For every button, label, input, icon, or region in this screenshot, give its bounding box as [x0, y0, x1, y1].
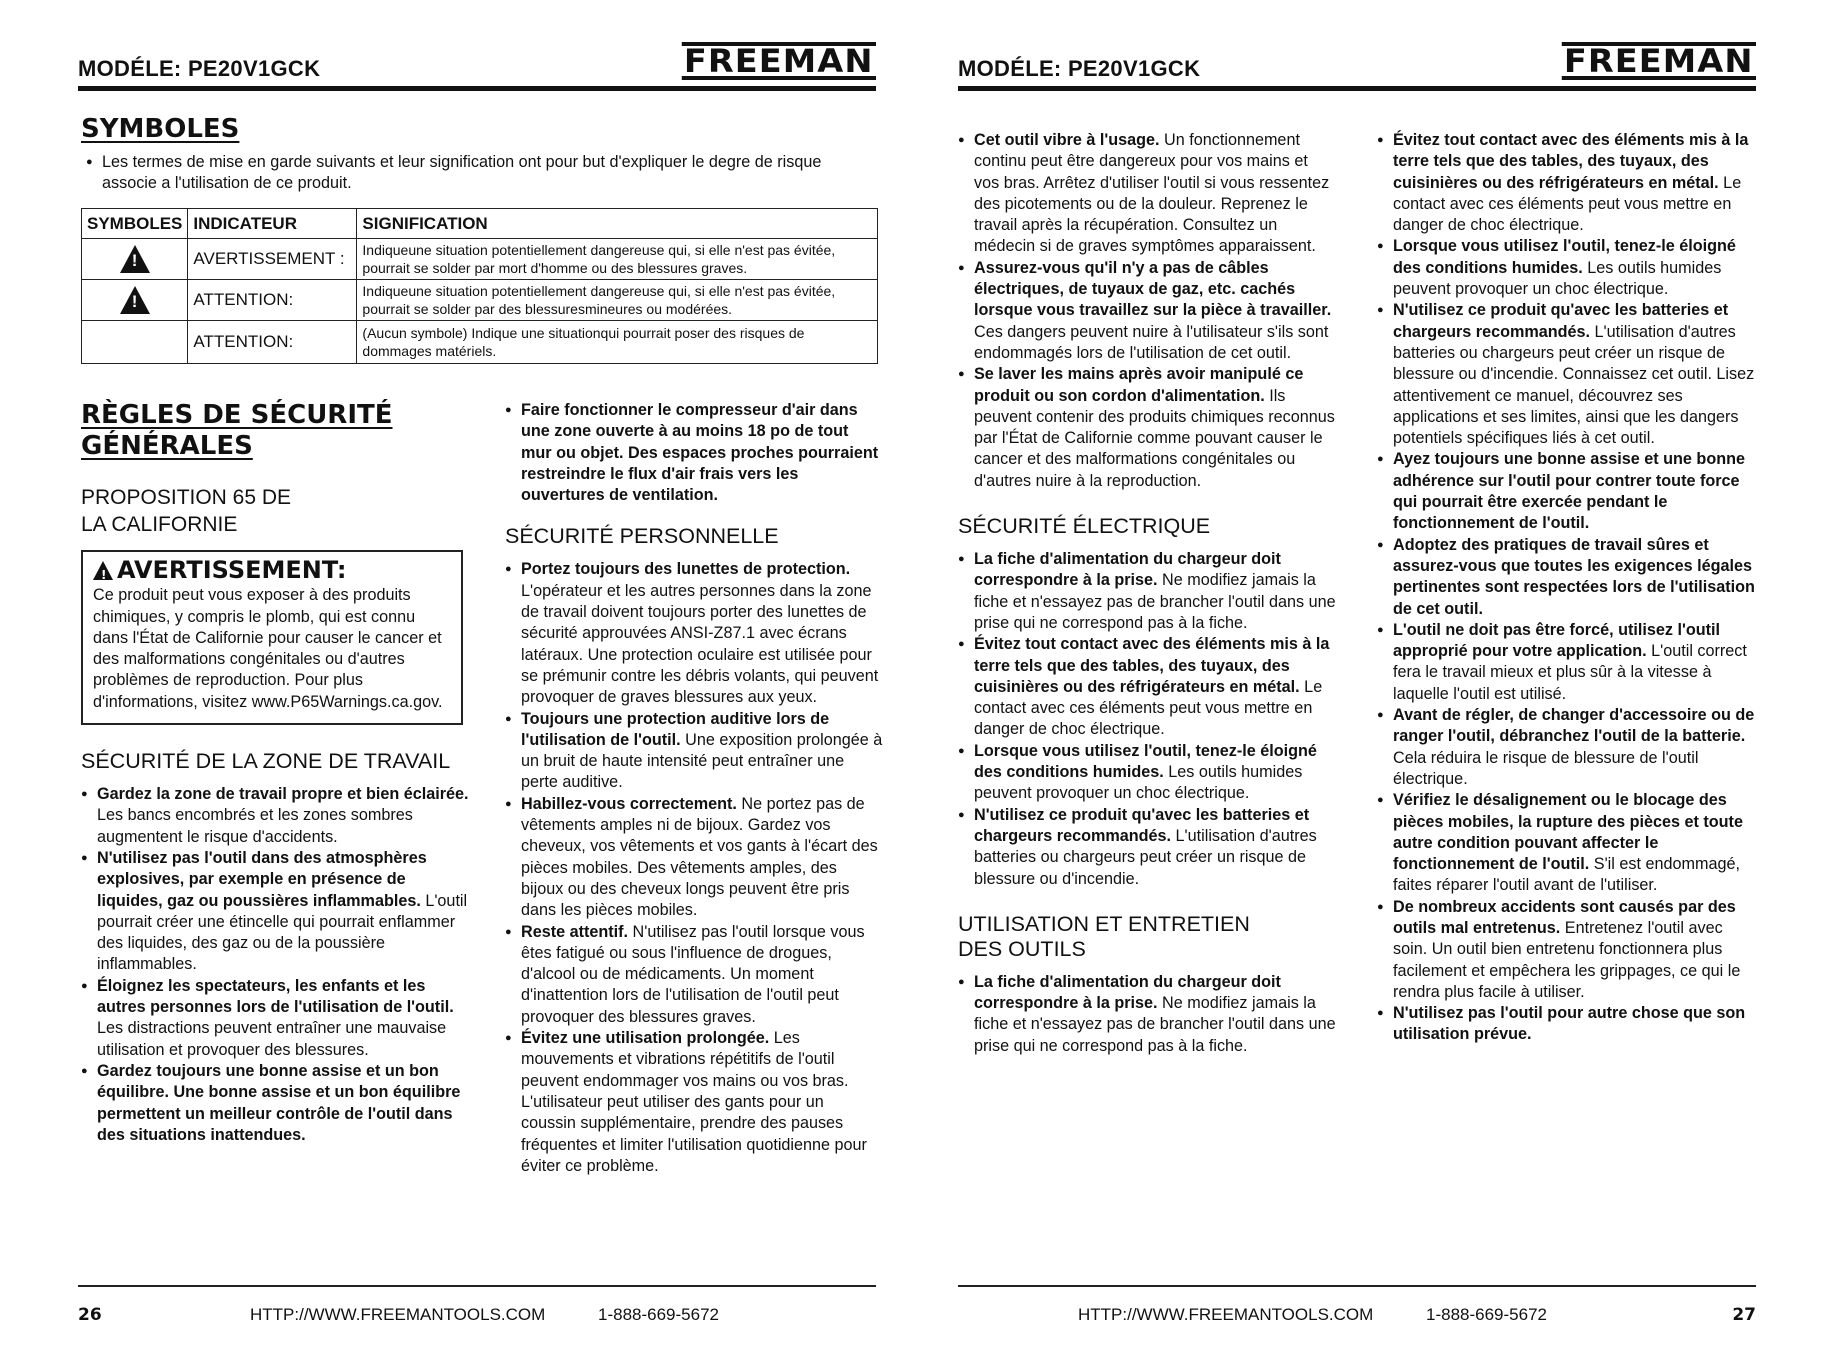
- col-header: INDICATEUR: [188, 209, 357, 239]
- symbol-cell: [82, 280, 188, 321]
- list-item-text: L'utilisation d'autres batteries ou chargeurs peut créer un risque de blessure ou d'incendie. Connaissez cet outil. Lisez attentivement ce manuel, découvrez ses applications et ses limites, ainsi que les dangers potentiels spécifiques liés à cet outil.: [1393, 322, 1755, 448]
- tool-use-title: [958, 912, 1336, 962]
- indicator-cell: AVERTISSEMENT :: [188, 239, 357, 280]
- list-item-lead: Vérifiez le désalignement ou le blocage des pièces mobiles, la rupture des pièces et toute autre condition pouvant affecter le fonctionnement de l'outil.: [1393, 791, 1743, 874]
- list-item-text: Ne modifiez jamais la fiche et n'essayez pas de brancher l'outil dans une prise qui ne correspond pas à la fiche.: [974, 571, 1336, 632]
- list-item-lead: N'utilisez ce produit qu'avec les batteries et chargeurs recommandés.: [974, 805, 1310, 845]
- list-item-text: Les mouvements et vibrations répétitifs de l'outil peuvent endommager vos mains ou vos bras. L'utilisateur peut utiliser des gants pour un coussin supplémentaire, prendre des pauses fréquentes et limiter l'utilisation quotidienne pour éviter ce problème.: [521, 1029, 867, 1175]
- list-item-lead: Cet outil vibre à l'usage.: [974, 131, 1160, 149]
- list-item: [1377, 620, 1755, 705]
- list-item-text: Un fonctionnement continu peut être dangereux pour vos mains et vos bras. Arrêtez d'utiliser l'outil si vous ressentez des picotements ou de la douleur. Reprenez le travail après la récupération. Consultez un médecin si de graves symptômes apparaissent.: [974, 131, 1330, 256]
- warning-triangle-icon: [120, 245, 150, 273]
- indicator-cell: ATTENTION:: [188, 280, 357, 321]
- general-rules-title: [81, 400, 471, 462]
- list-item-lead: Toujours une protection auditive lors de l'utilisation de l'outil.: [521, 709, 830, 749]
- list-item-lead: La fiche d'alimentation du chargeur doit correspondre à la prise.: [974, 972, 1281, 1013]
- list-item: [1377, 790, 1755, 896]
- warning-text: Ce produit peut vous exposer à des produits chimiques, y compris le plomb, qui est connu dans l'État de Californie pour causer le cancer et des malformations congénitales ou d'autres problèmes de reproduction. Pour plus d'informations, visitez www.P65Warnings.ca.gov.: [93, 586, 443, 711]
- compressor-list: [505, 400, 883, 506]
- list-item-text: L'opérateur et les autres personnes dans la zone de travail doivent toujours porter des lunettes de sécurité approuvées ANSI-Z87.1 avec écrans latéraux. Une protection oculaire est utilisée pour se prémunir contre les débris volants, qui peuvent provoquer de graves blessures aux yeux.: [521, 581, 879, 707]
- tool-use-line2: DES OUTILS: [958, 936, 1086, 961]
- symbols-intro: ● Les termes de mise en garde suivants et leur signification ont pour but d'expliquer le degre de risque associe a l'utilisation de ce produit.: [86, 152, 866, 195]
- page-footer: [958, 1285, 1756, 1327]
- list-item: [81, 976, 471, 1061]
- list-item: [958, 258, 1336, 364]
- list-item: [1377, 897, 1755, 1003]
- model-label: MODÉLE: PE20V1GCK: [78, 56, 321, 81]
- table-row: [82, 321, 878, 364]
- list-item: [505, 400, 883, 506]
- list-item: [505, 559, 883, 708]
- page-header: [78, 40, 876, 91]
- list-item: [1377, 236, 1755, 300]
- symbols-intro-list: [86, 152, 866, 195]
- list-item-lead: Se laver les mains après avoir manipulé ce produit ou son cordon d'alimentation.: [974, 365, 1304, 405]
- list-item: [1377, 535, 1755, 620]
- list-item: [1377, 300, 1755, 449]
- work-area-list: [81, 784, 471, 1146]
- prop65-line1: PROPOSITION 65 DE: [81, 486, 292, 509]
- footer-url: HTTP://WWW.FREEMANTOOLS.COM: [250, 1305, 546, 1324]
- list-item-lead: Gardez la zone de travail propre et bien éclairée.: [97, 785, 469, 804]
- list-item: [958, 549, 1336, 634]
- electrical-title: SÉCURITÉ ÉLECTRIQUE: [958, 514, 1211, 539]
- warning-triangle-icon: [120, 286, 150, 314]
- symbols-title: SYMBOLES: [81, 114, 240, 144]
- list-item-lead: De nombreux accidents sont causés par des outils mal entretenus.: [1393, 897, 1736, 937]
- list-item-lead: L'outil ne doit pas être forcé, utilisez l'outil approprié pour votre application.: [1393, 620, 1720, 661]
- warning-triangle-icon: [93, 561, 113, 580]
- list-item-lead: Gardez toujours une bonne assise et un bon équilibre. Une bonne assise et un bon équilibre permettent un meilleur contrôle de l'outil dans des situations inattendues.: [97, 1061, 461, 1144]
- list-item-lead: Adoptez des pratiques de travail sûres et assurez-vous que toutes les exigences légales pertinentes sont respectées lors de l'utilisation de cet outil.: [1393, 535, 1755, 618]
- list-item: [958, 805, 1336, 890]
- work-area-title: SÉCURITÉ DE LA ZONE DE TRAVAIL: [81, 749, 451, 774]
- list-item: [505, 1028, 883, 1177]
- table-row: [82, 239, 878, 280]
- list-item: [81, 848, 471, 976]
- list-item-lead: N'utilisez ce produit qu'avec les batteries et chargeurs recommandés.: [1393, 301, 1729, 341]
- page-footer: [78, 1285, 876, 1327]
- list-item-text: Ne modifiez jamais la fiche et n'essayez pas de brancher l'outil dans une prise qui ne correspond pas à la fiche.: [974, 994, 1336, 1055]
- list-item-lead: Assurez-vous qu'il n'y a pas de câbles électriques, de tuyaux de gaz, etc. cachés lorsque vous travaillez sur la pièce à travailler.: [974, 258, 1332, 320]
- electrical-list: [958, 549, 1336, 890]
- page-header: [958, 40, 1756, 91]
- tool-use-line1: UTILISATION ET ENTRETIEN: [958, 911, 1250, 936]
- list-item: [958, 130, 1336, 258]
- list-item-lead: Habillez-vous correctement.: [521, 794, 737, 813]
- list-item-lead: Éloignez les spectateurs, les enfants et les autres personnes lors de l'utilisation de l'outil.: [97, 976, 454, 1017]
- list-item-lead: La fiche d'alimentation du chargeur doit correspondre à la prise.: [974, 550, 1281, 590]
- tool-use-list: [958, 972, 1336, 1057]
- list-item: [958, 634, 1336, 740]
- list-item-lead: Portez toujours des lunettes de protection.: [521, 560, 851, 579]
- list-item-text: N'utilisez pas l'outil lorsque vous êtes fatigué ou sous l'influence de drogues, d'alcool ou de médicaments. Un moment d'inattention lors de l'utilisation de l'outil peut provoquer des blessures graves.: [521, 922, 865, 1026]
- list-item-lead: Évitez une utilisation prolongée.: [521, 1029, 770, 1048]
- personal-safety-title: SÉCURITÉ PERSONNELLE: [505, 524, 779, 549]
- list-item-lead: Avant de régler, de changer d'accessoire ou de ranger l'outil, débranchez l'outil de la batterie.: [1393, 706, 1755, 746]
- symbols-table: [81, 208, 878, 364]
- freeman-logo: FREEMAN: [682, 42, 876, 80]
- right-left-column: [958, 130, 1336, 1057]
- list-item-lead: Ayez toujours une bonne assise et une bonne adhérence sur l'outil pour contrer toute force qui pourrait être exercée pendant le fonctionnement de l'outil.: [1393, 450, 1745, 533]
- list-item-text: Entretenez l'outil avec soin. Un outil bien entretenu fonctionnera plus facilement et empêchera les grippages, ce qui le rendra plus facile à utiliser.: [1393, 918, 1741, 1001]
- symbols-table-header: [82, 209, 878, 239]
- list-item-lead: Évitez tout contact avec des éléments mis à la terre tels que des tables, des tuyaux, des cuisinières ou des réfrigérateurs en métal.: [1393, 131, 1749, 192]
- right-top-list: [958, 130, 1336, 492]
- list-item: [1377, 130, 1755, 236]
- list-item-text: Les distractions peuvent entraîner une mauvaise utilisation et provoquer des blessures.: [97, 1019, 447, 1059]
- list-item-text: Ces dangers peuvent nuire à l'utilisateur s'ils sont endommagés lors de l'utilisation de cet outil.: [974, 322, 1329, 362]
- list-item-text: L'utilisation d'autres batteries ou chargeurs peut créer un risque de blessure ou d'incendie.: [974, 826, 1317, 888]
- list-item-text: Le contact avec ces éléments peut vous mettre en danger de choc électrique.: [974, 677, 1323, 739]
- symbol-cell: [82, 321, 188, 364]
- meaning-cell: (Aucun symbole) Indique une situationqui pourrait poser des risques de dommages matériels.: [357, 321, 878, 364]
- prop65-line2: LA CALIFORNIE: [81, 513, 238, 536]
- list-item-text: Le contact avec ces éléments peut vous mettre en danger de choc électrique.: [1393, 173, 1742, 235]
- footer-phone: 1-888-669-5672: [1426, 1305, 1547, 1324]
- list-item-lead: Lorsque vous utilisez l'outil, tenez-le éloigné des conditions humides.: [1393, 237, 1736, 277]
- list-item-lead: Évitez tout contact avec des éléments mis à la terre tels que des tables, des tuyaux, des cuisinières ou des réfrigérateurs en métal.: [974, 635, 1330, 696]
- list-item-text: L'outil correct fera le travail mieux et plus sûr à la vitesse à laquelle l'outil est utilisé.: [1393, 642, 1747, 703]
- list-item-text: Une exposition prolongée à un bruit de haute intensité peut entraîner une perte auditive.: [521, 730, 883, 792]
- table-row: [82, 280, 878, 321]
- freeman-logo: FREEMAN: [1562, 42, 1756, 80]
- list-item-text: Les outils humides peuvent provoquer un choc électrique.: [1393, 258, 1722, 299]
- right-right-column: [1377, 130, 1755, 1046]
- prop65-title: [81, 484, 471, 538]
- page-right: [917, 0, 1834, 1362]
- indicator-cell: ATTENTION:: [188, 321, 357, 364]
- meaning-cell: Indiqueune situation potentiellement dangereuse qui, si elle n'est pas évitée, pourrait se solder par des blessuresmineures ou modérées.: [357, 280, 878, 321]
- middle-column: [505, 400, 883, 1177]
- list-item-text: Ils peuvent contenir des produits chimiques reconnus par l'État de Californie comme pouvant causer le cancer et des malformations congénitales ou d'autres nuire à la reproduction.: [974, 386, 1335, 490]
- personal-safety-list: [505, 559, 883, 1177]
- list-item-lead: Reste attentif.: [521, 922, 629, 941]
- prop65-warning-box: [81, 550, 463, 725]
- col-header: SYMBOLES: [82, 209, 188, 239]
- list-item-text: Les outils humides peuvent provoquer un choc électrique.: [974, 763, 1303, 803]
- general-title-line1: RÈGLES DE SÉCURITÉ: [81, 400, 393, 430]
- general-title-line2: GÉNÉRALES: [81, 431, 253, 461]
- left-column: [81, 400, 471, 1146]
- list-item-lead: N'utilisez pas l'outil pour autre chose que son utilisation prévue.: [1393, 1004, 1746, 1044]
- list-item-text: Ne portez pas de vêtements amples ni de bijoux. Gardez vos cheveux, vos vêtements et vos gants à l'écart des pièces mobiles. Des vêtements amples, des bijoux ou des cheveux longs peuvent être pris dans les pièces mobiles.: [521, 794, 878, 920]
- warning-heading: [93, 556, 451, 584]
- list-item: [1377, 705, 1755, 790]
- page-number: 27: [1732, 1305, 1756, 1325]
- list-item: [1377, 1003, 1755, 1046]
- footer-phone: 1-888-669-5672: [598, 1305, 719, 1324]
- meaning-cell: Indiqueune situation potentiellement dangereuse qui, si elle n'est pas évitée, pourrait se solder par mort d'homme ou des blessures graves.: [357, 239, 878, 280]
- list-item: [958, 364, 1336, 492]
- list-item: [505, 709, 883, 794]
- list-item-lead: Faire fonctionner le compresseur d'air dans une zone ouverte à au moins 18 po de tout mur ou objet. Des espaces proches pourraient restreindre le flux d'air frais vers les ouvertures de ventilation.: [521, 401, 879, 505]
- list-item: [81, 784, 471, 848]
- warning-heading-text: AVERTISSEMENT:: [117, 556, 347, 584]
- list-item-text: L'outil pourrait créer une étincelle qui pourrait enflammer des liquides, des gaz ou de la poussière inflammables.: [97, 891, 468, 974]
- list-item: [505, 794, 883, 922]
- list-item: [958, 972, 1336, 1057]
- list-item-text: Les bancs encombrés et les zones sombres augmentent le risque d'accidents.: [97, 806, 413, 846]
- list-item-lead: N'utilisez pas l'outil dans des atmosphères explosives, par exemple en présence de liquides, gaz ou poussières inflammables.: [97, 848, 427, 910]
- list-item-text: S'il est endommagé, faites réparer l'outil avant de l'utiliser.: [1393, 855, 1740, 895]
- right-column-list: [1377, 130, 1755, 1046]
- model-label: MODÉLE: PE20V1GCK: [958, 56, 1201, 81]
- list-item: [81, 1061, 471, 1146]
- symbol-cell: [82, 239, 188, 280]
- list-item-lead: Lorsque vous utilisez l'outil, tenez-le éloigné des conditions humides.: [974, 741, 1317, 782]
- list-item: [958, 741, 1336, 805]
- list-item-text: Cela réduira le risque de blessure de l'outil électrique.: [1393, 748, 1699, 788]
- footer-url: HTTP://WWW.FREEMANTOOLS.COM: [1078, 1305, 1374, 1324]
- list-item: [505, 922, 883, 1028]
- list-item: [1377, 449, 1755, 534]
- page-number: 26: [78, 1305, 102, 1325]
- col-header: SIGNIFICATION: [357, 209, 878, 239]
